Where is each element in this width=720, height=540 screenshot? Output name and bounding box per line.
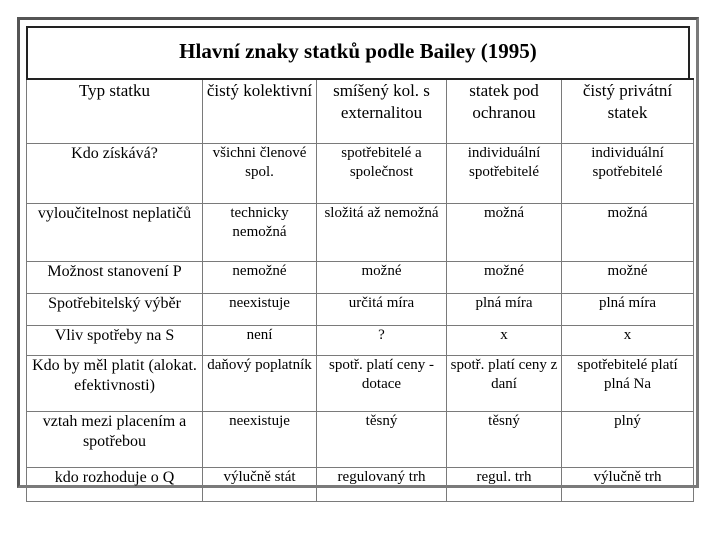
table-cell: určitá míra xyxy=(317,293,447,325)
row-label: Kdo získává? xyxy=(27,143,203,203)
table-cell: složitá až nemožná xyxy=(317,203,447,261)
table-cell: individuální spotřebitelé xyxy=(562,143,694,203)
table-cell: možné xyxy=(562,261,694,293)
column-header: čistý privátní statek xyxy=(562,79,694,143)
table-cell: možná xyxy=(447,203,562,261)
table-cell: daňový poplatník xyxy=(203,355,317,411)
table-row xyxy=(27,355,694,411)
column-header: statek pod ochranou xyxy=(447,79,562,143)
table-cell: ? xyxy=(317,325,447,355)
table-cell: možné xyxy=(447,261,562,293)
table-cell: možná xyxy=(562,203,694,261)
table-cell: není xyxy=(203,325,317,355)
row-label: vztah mezi placením a spotřebou xyxy=(27,411,203,467)
comparison-table xyxy=(26,78,694,502)
table-cell: plná míra xyxy=(562,293,694,325)
table-cell: možné xyxy=(317,261,447,293)
table-cell: těsný xyxy=(317,411,447,467)
table-cell: plná míra xyxy=(447,293,562,325)
table-cell: plný xyxy=(562,411,694,467)
table-cell: spotřebitelé platí plná Na xyxy=(562,355,694,411)
table-header-row xyxy=(27,79,694,143)
table-cell: spotř. platí ceny z daní xyxy=(447,355,562,411)
table-row xyxy=(27,325,694,355)
table-cell: všichni členové spol. xyxy=(203,143,317,203)
table-cell: neexistuje xyxy=(203,411,317,467)
table-cell: technicky nemožná xyxy=(203,203,317,261)
table-cell: nemožné xyxy=(203,261,317,293)
row-label: Vliv spotřeby na S xyxy=(27,325,203,355)
row-label: kdo rozhoduje o Q xyxy=(27,467,203,501)
table-row xyxy=(27,261,694,293)
table-cell: výlučně trh xyxy=(562,467,694,501)
table-cell: individuální spotřebitelé xyxy=(447,143,562,203)
table-cell: spotřebitelé a společnost xyxy=(317,143,447,203)
header-row-label: Typ statku xyxy=(27,79,203,143)
slide xyxy=(17,17,699,488)
table-row xyxy=(27,411,694,467)
column-header: čistý kolektivní xyxy=(203,79,317,143)
table-cell: x xyxy=(447,325,562,355)
table-row xyxy=(27,143,694,203)
table-row xyxy=(27,203,694,261)
table-cell: výlučně stát xyxy=(203,467,317,501)
slide-title: Hlavní znaky statků podle Bailey (1995) xyxy=(26,26,690,80)
table-cell: neexistuje xyxy=(203,293,317,325)
table-row xyxy=(27,293,694,325)
table-cell: spotř. platí ceny - dotace xyxy=(317,355,447,411)
table-cell: regulovaný trh xyxy=(317,467,447,501)
table-cell: x xyxy=(562,325,694,355)
table-cell: regul. trh xyxy=(447,467,562,501)
column-header: smíšený kol. s externalitou xyxy=(317,79,447,143)
table-row xyxy=(27,467,694,501)
row-label: vyloučitelnost neplatičů xyxy=(27,203,203,261)
row-label: Možnost stanovení P xyxy=(27,261,203,293)
table-cell: těsný xyxy=(447,411,562,467)
row-label: Kdo by měl platit (alokat. efektivnosti) xyxy=(27,355,203,411)
row-label: Spotřebitelský výběr xyxy=(27,293,203,325)
